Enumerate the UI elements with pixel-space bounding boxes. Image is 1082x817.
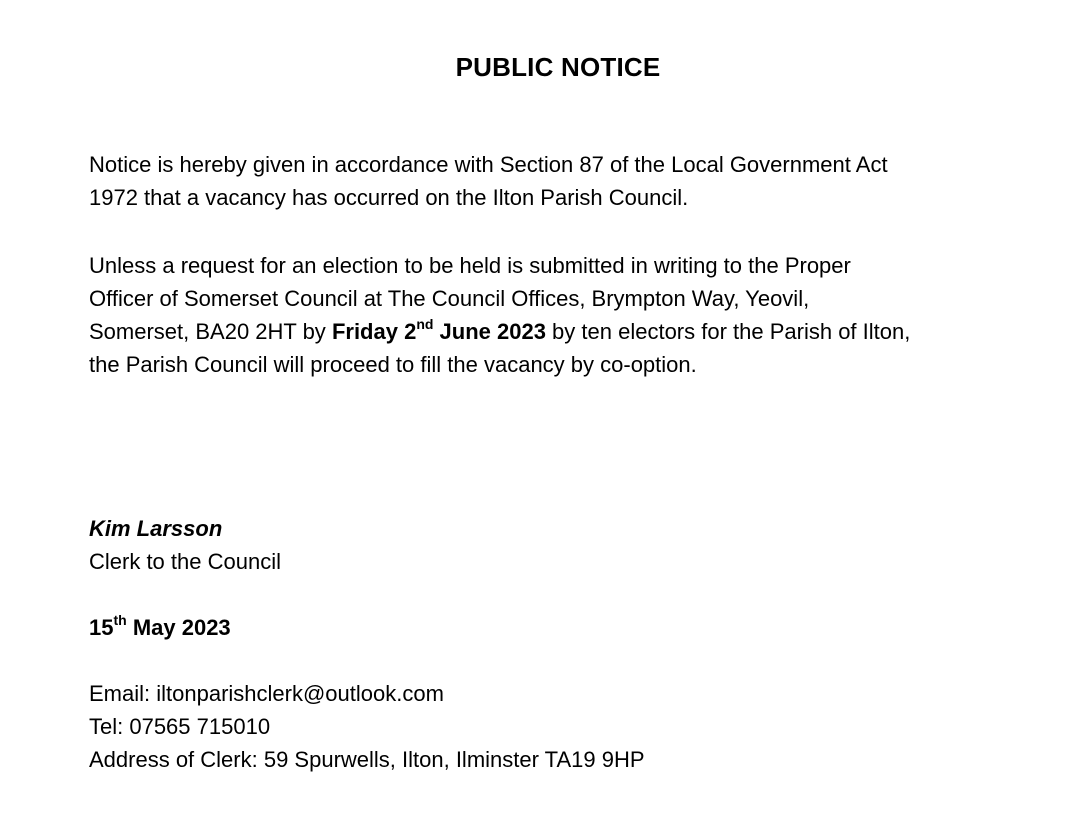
date-ordinal-suffix: th xyxy=(113,611,127,628)
deadline-month-year: June 2023 xyxy=(433,319,546,344)
contact-email: Email: iltonparishclerk@outlook.com xyxy=(89,681,444,706)
clerk-role: Clerk to the Council xyxy=(89,549,281,574)
paragraph-line: the Parish Council will proceed to fill the vacancy by co-option. xyxy=(89,352,697,377)
notice-paragraph-vacancy xyxy=(89,148,1049,214)
date-day: 15 xyxy=(89,615,114,640)
notice-date-text xyxy=(89,611,1049,644)
contact-details xyxy=(89,677,1049,776)
date-month-year: May 2023 xyxy=(126,615,231,640)
paragraph-line: Officer of Somerset Council at The Council Offices, Brympton Way, Yeovil, xyxy=(89,286,810,311)
deadline-date xyxy=(331,315,546,344)
paragraph-line-deadline xyxy=(89,315,1049,348)
paragraph-line: Notice is hereby given in accordance with Section 87 of the Local Government Act xyxy=(89,152,888,177)
signature-block xyxy=(89,512,1049,578)
notice-paragraph-election-request xyxy=(89,249,1049,381)
paragraph-line: Unless a request for an election to be held is submitted in writing to the Proper xyxy=(89,253,851,278)
page-title: PUBLIC NOTICE xyxy=(455,52,661,82)
clerk-name: Kim Larsson xyxy=(89,516,223,541)
notice-date xyxy=(89,611,1049,644)
paragraph-line: 1972 that a vacancy has occurred on the Ilton Parish Council. xyxy=(89,185,689,210)
paragraph-text: Somerset, BA20 2HT by xyxy=(89,319,332,344)
contact-address: Address of Clerk: 59 Spurwells, Ilton, Ilminster TA19 9HP xyxy=(89,747,645,772)
deadline-day: Friday 2 xyxy=(331,319,417,344)
paragraph-text: by ten electors for the Parish of Ilton, xyxy=(545,319,911,344)
contact-telephone: Tel: 07565 715010 xyxy=(89,714,271,739)
deadline-ordinal-suffix: nd xyxy=(416,315,434,332)
